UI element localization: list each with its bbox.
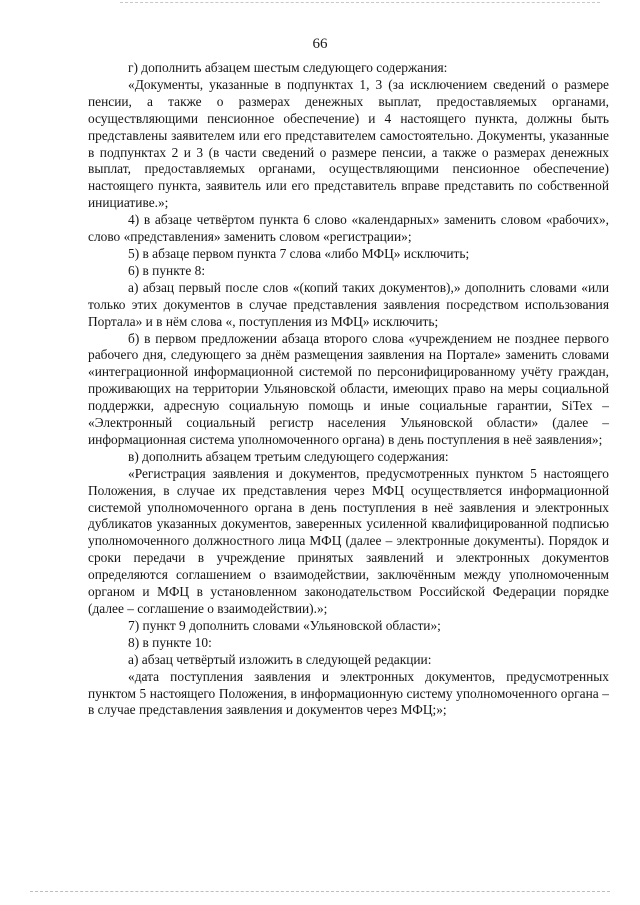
paragraph-item-6: 6) в пункте 8: xyxy=(128,262,206,278)
page-number: 66 xyxy=(312,36,328,52)
document-body xyxy=(88,60,609,719)
paragraph-item-6b: б) в первом предложении абзаца второго слова «учреждением не позднее первого рабочего дня, следующего за днём размещения заявления на Портале» заменить словами «интеграционной информационной системой по персонифицированному учёту граждан, проживающих на территории Ульяновской области, имеющих право на меры социальной поддержки, адресную социальную помощь и иные социальные гарантии, SiTex – «Электронный социальный регистр населения Ульяновской области» (далее – информационная система уполномоченного органа) в день поступления в неё заявления»; xyxy=(88,330,609,447)
paragraph-item-8: 8) в пункте 10: xyxy=(128,634,212,650)
scan-edge-bottom xyxy=(30,891,610,893)
scan-edge-top xyxy=(120,2,600,4)
paragraph-quoted-date: «дата поступления заявления и электронных документов, предусмотренных пунктом 5 настоящего Положения, в информационную систему уполномоченного органа – в случае представления заявления и документов через МФЦ;»; xyxy=(88,668,609,718)
paragraph-item-5: 5) в абзаце первом пункта 7 слова «либо МФЦ» исключить; xyxy=(128,245,470,261)
paragraph-quoted-registration: «Регистрация заявления и документов, предусмотренных пунктом 5 настоящего Положения, в случае их представления через МФЦ осуществляется информационной системой уполномоченного органа в день поступления в неё заявления и электронных дубликатов указанных документов, заверенных усиленной квалифицированной подписью уполномоченного должностного лица МФЦ (далее – электронные документы). Порядок и сроки передачи в учреждение принятых заявлений и электронных документов определяются соглашением о взаимодействии, заключённым между уполномоченным органом и МФЦ в установленном законодательством Российской Федерации порядке (далее – соглашение о взаимодействии).»; xyxy=(88,465,609,616)
paragraph-item-6a: а) абзац первый после слов «(копий таких документов),» дополнить словами «или только этих документов в случае представления заявления посредством использования Портала» и в нём слова «, поступления из МФЦ» исключить; xyxy=(88,279,609,329)
paragraph-item-4: 4) в абзаце четвёртом пункта 6 слово «календарных» заменить словом «рабочих», слово «представления» заменить словом «регистрации»; xyxy=(88,212,609,245)
paragraph-item-8a: а) абзац четвёртый изложить в следующей редакции: xyxy=(128,651,432,667)
paragraph-item-g: г) дополнить абзацем шестым следующего содержания: xyxy=(128,60,448,75)
paragraph-item-7: 7) пункт 9 дополнить словами «Ульяновской области»; xyxy=(128,617,441,633)
paragraph-quoted-documents: «Документы, указанные в подпунктах 1, 3 (за исключением сведений о размере пенсии, а также о размерах денежных выплат, предоставляемых органами, осуществляющими пенсионное обеспечение) и 4 настоящего пункта, должны быть представлены заявителем или его представителем самостоятельно. Документы, указанные в подпунктах 2 и 3 (в части сведений о размере пенсии, а также о размерах денежных выплат, предоставляемых органами, осуществляющими пенсионное обеспечение) настоящего пункта, заявитель или его представитель вправе представить по собственной инициативе.»; xyxy=(88,76,609,211)
paragraph-item-6v: в) дополнить абзацем третьим следующего содержания: xyxy=(128,448,449,464)
